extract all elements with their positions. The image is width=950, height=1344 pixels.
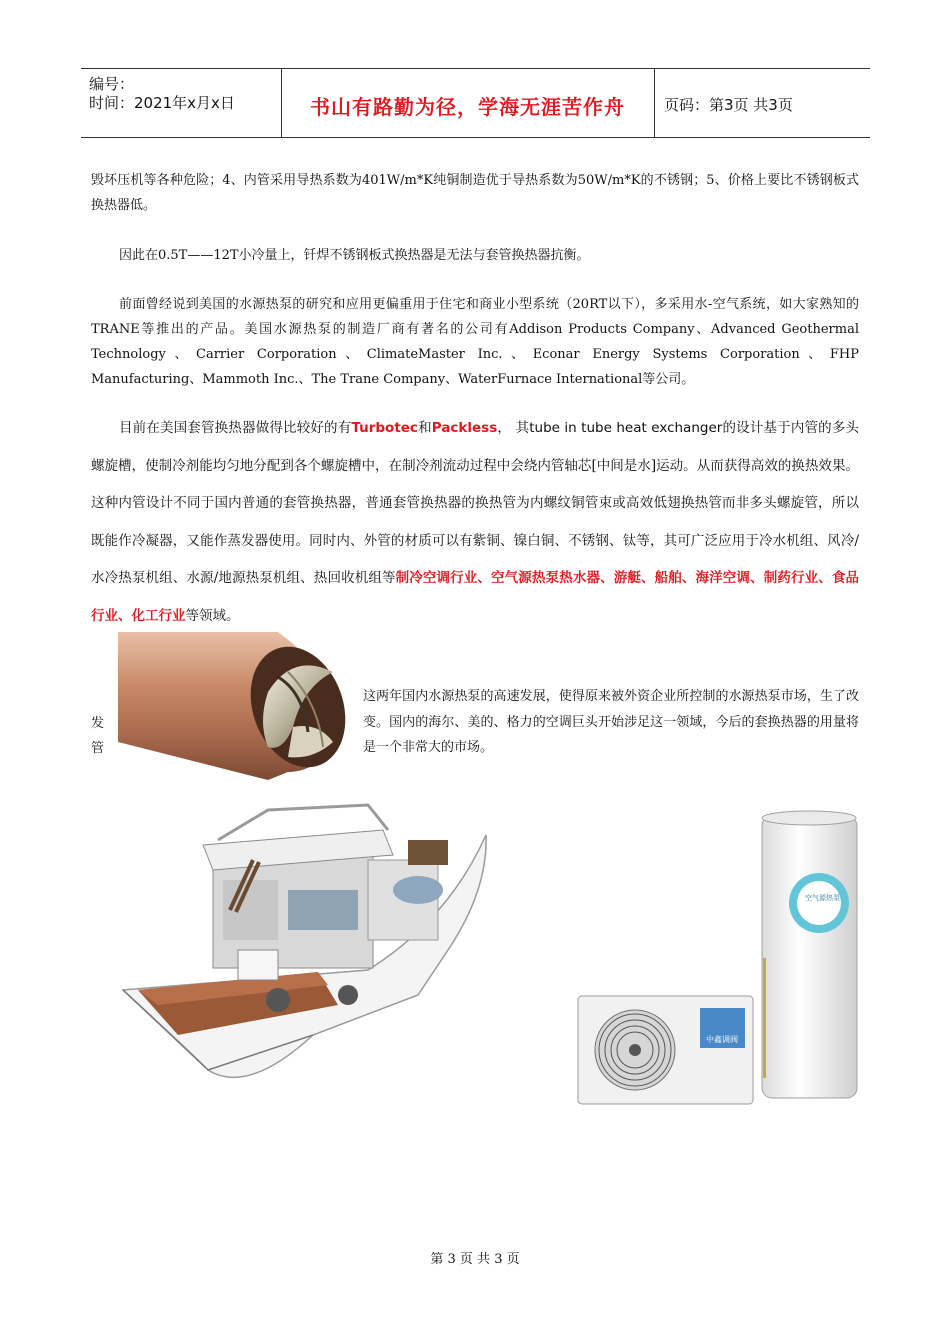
outdoor-unit-brand: 中鑫调阀 [706,1035,738,1044]
page-label: 页码：第3页 共3页 [664,96,793,114]
motto-text: 书山有路勤为径，学海无涯苦作舟 [310,95,625,119]
p4-connector: ， 其 [497,420,530,436]
heat-pump-image [575,808,865,1106]
header-left-cell [81,69,282,137]
page-header [81,68,870,138]
paragraph-1: 毁坏压机等各种危险；4、内管采用导热系数为401W/m*K纯铜制造优于导热系数为50W/m*K的不锈钢；5、价格上要比不锈钢板式换热器低。 [91,173,859,213]
paragraph-4 [91,410,859,635]
yacht-image [118,800,493,1095]
time-label: 时间：2021年x月x日 [89,94,235,112]
page-footer: 第 3 页 共 3 页 [430,1252,520,1267]
heater-badge-text: 空气源热泵 [805,894,840,902]
header-motto-cell [281,69,655,137]
side-char-1: 发 [91,716,105,731]
header-page-cell [654,69,870,137]
paragraph-3: 前面曾经说到美国的水源热泵的研究和应用更偏重用于住宅和商业小型系统（20RT以下），多采用水-空气系统，如大家熟知的TRANE等推出的产品。美国水源热泵的制造厂商有著名的公司有Addison Products Company、Advanced Geothermal Technology、Carrier Corporation、ClimateMaster Inc.、Econar Energy Systems Corporation、FHP Manufacturing、Mammoth Inc.、The Trane Company、WaterFurnace International等公司。 [91,297,859,387]
p4-body: 的设计基于内管的多头螺旋槽，使制冷剂能均匀地分配到各个螺旋槽中，在制冷剂流动过程中会绕内管轴芯[中间是水]运动。从而获得高效的换热效果。这种内管设计不同于国内普通的套管换热器，普通套管换热器的换热管为内螺纹铜管束或高效低翅换热管而非多头螺旋管，所以既能作冷凝器，又能作蒸发器使用。同时内、外管的材质可以有紫铜、镍白铜、不锈钢、钛等，其可广泛应用于冷水机组、风冷/水冷热泵机组、水源/地源热泵机组、热回收机组等 [91,420,860,586]
p4-english-term: tube in tube heat exchanger [529,420,723,436]
p4-lead: 目前在美国套管换热器做得比较好的有 [119,420,352,436]
paragraph-5: 这两年国内水源热泵的高速发展，使得原来被外资企业所控制的水源热泵市场，生了改变。国内的海尔、美的、格力的空调巨头开始涉足这一领域，今后的套换热器的用量将是一个非常大的市场。 [363,689,859,755]
number-label: 编号： [89,75,135,93]
p4-tail: 等领域。 [185,607,240,624]
brand-turbotec: Turbotec [351,420,418,436]
copper-tube-image [118,632,353,782]
brand-packless: Packless [431,420,498,436]
p4-and: 和 [417,420,432,436]
paragraph-2: 因此在0.5T——12T小冷量上，钎焊不锈钢板式换热器是无法与套管换热器抗衡。 [119,248,590,263]
side-char-2: 管 [91,741,105,756]
p4-industries: 制冷空调行业、空气源热泵热水器、游艇、船舶、海洋空调、制药行业、食品行业、化工行业 [91,570,859,624]
